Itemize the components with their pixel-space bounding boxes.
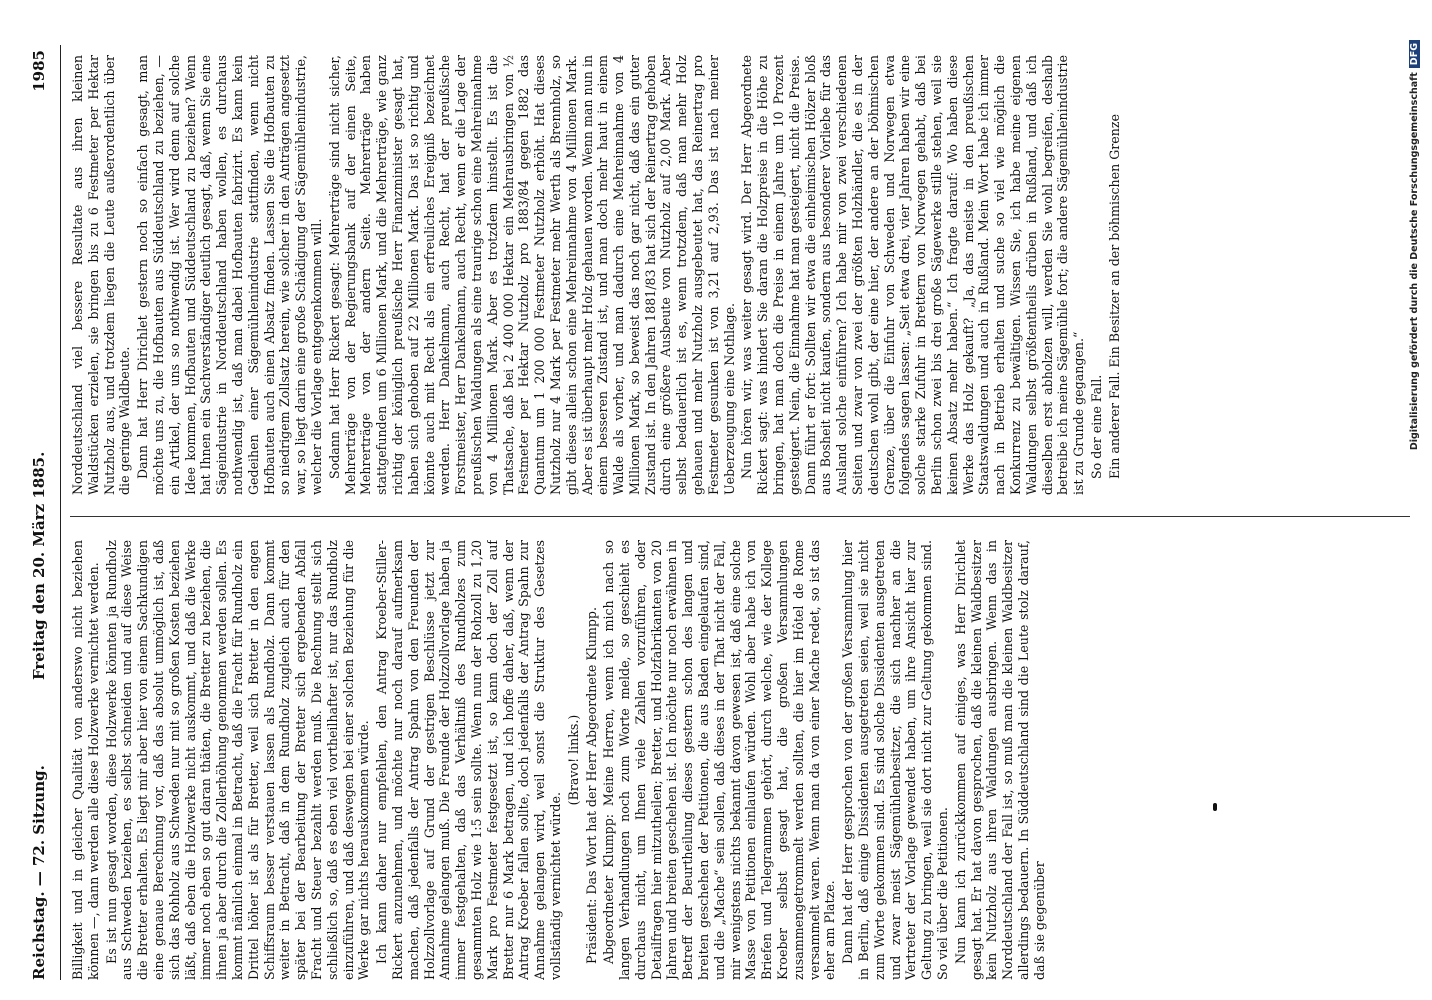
- applause-note: (Bravo! links.): [565, 714, 581, 806]
- paragraph: Es ist nun gesagt worden, diese Holzwerke könnten ja Rundholz aus Schweden beziehen, es selbst schneiden und auf diese Weise die Bretter erhalten. Es liegt mir aber hier von einem Sachkundigen eine genaue Berechnung vor, daß das absolut unmöglich ist, daß sich das Rohholz aus Schweden nur mit so großen Kosten beziehen läßt, daß eben die Holzwerke nicht auskommt, und daß die Werke immer noch eben so gut daran thäten, die Bretter zu beziehen, die ihnen ja aber durch die Zollerhöhung genommen werden sollen. Es kommt nämlich einmal in Betracht, daß die Fracht für Rundholz ein Drittel höher ist als für Bretter, weil sich Bretter in den engen Schiffsraum besser verstauen lassen als Rundholz. Dann kommt weiter in Betracht, daß in dem Rundholz zugleich auch für den später bei der Bearbeitung der Bretter sich ergebenden Abfall Fracht und Steuer bezahlt werden muß. Die Rechnung stellt sich schließlich so, daß es eben viel vortheilhafter ist, nur das Rundholz einzuführen, und daß deswegen bei einer solchen Beziehung für die Werke gar nichts herauskommen würde.: [103, 540, 372, 980]
- paragraph: Abgeordneter Klumpp: Meine Herren, wenn ich mich nach so langen Verhandlungen noch zum Worte melde, so geschieht es durchaus nicht, um Ihnen viele Zahlen vorzuführen, oder Detailfragen hier mitzutheilen; Bretter, und Holzfabrikanten von 20 Jahren und breiten geschehen ist. Ich möchte nur noch erwähnen in Betreff der Beurtheilung dieses gestern schon des langen und breiten geschehen der Petitionen, die aus Baden eingelaufen sind, und die „Mache“ sein sollen, daß dieses in der That nicht der Fall, mir wenigstens nichts bekannt davon gewesen ist, daß eine solche Masse von Petitionen einlaufen würden. Wohl aber habe ich von Briefen und Telegrammen gehört, durch welche, wie der Kollege Kroeber selbst gesagt hat, die großen Versammlungen zusammengetrommelt werden sollten, die hier im Hôtel de Rome versammelt waren. Wenn man da von einer Mache redet, so ist das eher am Platze.: [601, 540, 838, 980]
- paragraph: So der eine Fall.: [1089, 374, 1104, 479]
- paragraph: Nun hören wir, was weiter gesagt wird. Der Herr Abgeordnete Rickert sagt: was hindert Sie daran die Holzpreise in die Höhe zu bringen, hat man doch die Preise in einem Jahre um 10 Prozent gesteigert. Nein, die Einnahme hat man gesteigert, nicht die Preise. Dann führt er fort: Sollten wir etwa die einheimischen Hölzer bloß aus Bosheit nicht kaufen, sondern aus besonderer Vorliebe für das Ausland solche einführen? Ich habe mir von zwei verschiedenen Seiten und zwar von zwei der größten Holzhändler, die es in der deutschen wohl gibt, der eine hier, der andere an der böhmischen Grenze, über die Einfuhr von Schweden und Norwegen etwa folgendes sagen lassen: „Seit etwa drei, vier Jahren haben wir eine solche starke Zufuhr in Brettern von Norwegen gehabt, daß bei Berlin schon zwei bis drei große Sägewerke stille stehen, weil sie keinen Absatz mehr haben.“ Ich fragte darauf: Wo haben diese Werke das Holz gekauft? „Ja, das meiste in den preußischen Staatswaldungen und auch in Rußland. Mein Wort habe ich immer nach in Betrieb erhalten und suche so viel wie möglich die Konkurrenz zu bewältigen. Wissen Sie, ich habe meine eigenen Waldungen selbst größtentheils drüben in Rußland, und daß ich dieselben erst abholzen will, werden Sie wohl begreifen, deshalb betreibe ich meine Sägemühle fort; die andere Sägemühlenindustrie ist zu Grunde gegangen.“: [739, 55, 1087, 495]
- text-column-right: [70, 55, 1410, 495]
- speaker-intro: Präsident: Das Wort hat der Herr Abgeordnete Klumpp.: [583, 607, 599, 964]
- paragraph: Nun kann ich zurückkommen auf einiges, was Herr Dirichlet gesagt hat. Er hat davon gesprochen, daß die kleinen Waldbesitzer kein Nutzholz aus ihren Waldungen ausbringen. Wenn das in Norddeutschland der Fall ist, so muß man die kleinen Waldbesitzer allerdings bedauern. In Süddeutschland sind die Leute stolz darauf, daß sie gegenüber: [952, 540, 1047, 980]
- paragraph: Dann hat der Herr gesprochen von der großen Versammlung hier in Berlin, daß einige Dissidenten ausgetreten seien, weil sie nicht zum Worte gekommen sind. Es sind solche Dissidenten ausgetreten und zwar meist Sägemühlenbesitzer, die sich nachher an die Vertreter der Vorlage gewendet haben, um ihre Ansicht hier zur Geltung zu bringen, weil sie dort nicht zur Geltung gekommen sind. So viel über die Petitionen.: [840, 540, 951, 980]
- paragraph: Norddeutschland viel bessere Resultate aus ihren kleinen Waldstücken erzielen, sie bringen bis zu 6 Festmeter per Hektar Nutzholz aus, und trotzdem liegen die Leute außerordentlich über die geringe Waldbeute.: [70, 55, 133, 495]
- header-page-number: 1985: [30, 50, 48, 92]
- column-divider: [70, 516, 1410, 517]
- paragraph: Sodann hat Herr Rickert gesagt: Mehrerträge sind nicht sicher, Mehrerträge von der Regierungsbank auf der einen Seite, Mehrerträge von der andern Seite. Mehrerträge haben stattgefunden um 6 Millionen Mark, und die Mehrerträge, wie ganz richtig der königlich preußische Herr Finanzminister gesagt hat, haben sich gehoben auf 22 Millionen Mark. Das ist so richtig und könnte auch mit Recht als ein erfreuliches Ereigniß bezeichnet werden. Herr Dankelmann, auch Recht, hat der preußische Forstmeister, Herr Dankelmann, auch Recht, wenn er die Lage der preußischen Waldungen als eine traurige schon eine Mehreinnahme von 4 Millionen Mark. Aber es trotzdem hinstellt. Es ist die Thatsache, daß bei 2 400 000 Hektar ein Mehrausbringen von ½ Festmeter per Hektar Nutzholz pro 1883/84 gegen 1882 das Quantum um 1 200 000 Festmeter Nutzholz erhöht. Hat dieses Nutzholz nur 4 Mark per Festmeter mehr Werth als Brennholz, so gibt dieses allein schon eine Mehreinnahme von 4 Millionen Mark. Aber es ist überhaupt mehr Holz gehauen worden. Wenn man nun in einem besseren Zustand ist, und man doch mehr haut in einem Walde als vorher, und man dadurch eine Mehreinnahme von 4 Millionen Mark, so beweist das noch gar nicht, daß das ein guter Zustand ist. In den Jahren 1881/83 hat sich der Reinertrag gehoben durch eine größere Ausbeute von Nutzholz auf 2,00 Mark. Aber selbst bedauerlich ist es, wenn trotzdem, daß man mehr Holz gehauen und mehr Nutzholz ausgebeutet hat, das Reinertrag pro Festmeter gesunken ist von 3,21 auf 2,93. Das ist nach meiner Ueberzeugung eine Nothlage.: [326, 55, 737, 495]
- header-session: Reichstag. — 72. Sitzung.: [30, 765, 48, 980]
- paragraph: Ein anderer Fall. Ein Besitzer an der böhmischen Grenze: [1106, 114, 1122, 479]
- sidebar-credit: [1409, 40, 1423, 900]
- paragraph: Ich kann daher nur empfehlen, den Antrag Kroeber-Stiller-Rickert anzunehmen, und möchte nur noch darauf aufmerksam machen, daß jedenfalls der Antrag Spahn von den Freunden der Holzzollvorlage auf Grund der gestrigen Beschlüsse jetzt zur Annahme gelangen muß. Die Freunde der Holzzollvorlage haben ja immer festgehalten, daß das Verhältniß des Rundholzes zum gesammten Holz wie 1:5 sein sollte. Wenn nun der Rohzoll zu 1,20 Mark pro Festmeter festgesetzt ist, so kann doch der Zoll auf Bretter nur 6 Mark betragen, und ich hoffe daher, daß, wenn der Antrag Kroeber fallen sollte, doch jedenfalls der Antrag Spahn zur Annahme gelangen wird, weil sonst die Struktur des Gesetzes vollständig vernichtet würde.: [374, 540, 563, 980]
- paragraph: Billigkeit und in gleicher Qualität von anderswo nicht beziehen können —, dann werden alle diese Holzwerke vernichtet werden.: [70, 540, 101, 980]
- header-rule: [60, 45, 61, 980]
- credit-label: Digitalisierung gefördert durch die Deutsche Forschungsgemeinschaft: [1409, 72, 1420, 451]
- header-date: Freitag den 20. März 1885.: [30, 451, 48, 680]
- credit-text: [1409, 40, 1423, 900]
- ink-speck: [1213, 803, 1217, 811]
- text-column-left: [70, 540, 1410, 980]
- paragraph: Dann hat Herr Dirichlet gestern noch so einfach gesagt, man möchte uns zu, die Hofbauten aus Süddeutschland zu beziehen, — ein Artikel, der uns so nothwendig ist. Wer wird denn auf solche Idee kommen, Hofbauten und Süddeutschland zu beziehen? Wenn hat Ihnen ein Sachverständiger deutlich gesagt, daß, wenn Sie eine Sägeindustrie in Norddeutschland haben wollen, es durchaus nothwendig ist, daß man dabei Hofbauten fabrizirt. Es kann kein Gedeihen einer Sägemühlenindustrie stattfinden, wenn nicht Hofbauten auch einen Absatz finden. Lassen Sie die Hofbauten zu so niedrigem Zollsatz herein, wie solcher in den Anträgen angesetzt war, so liegt darin eine große Schädigung der Sägemühlenindustrie, welcher die Vorlage entgegenkommen will.: [135, 55, 324, 495]
- page-header: [30, 50, 60, 980]
- dfg-logo: DFG: [1409, 40, 1420, 68]
